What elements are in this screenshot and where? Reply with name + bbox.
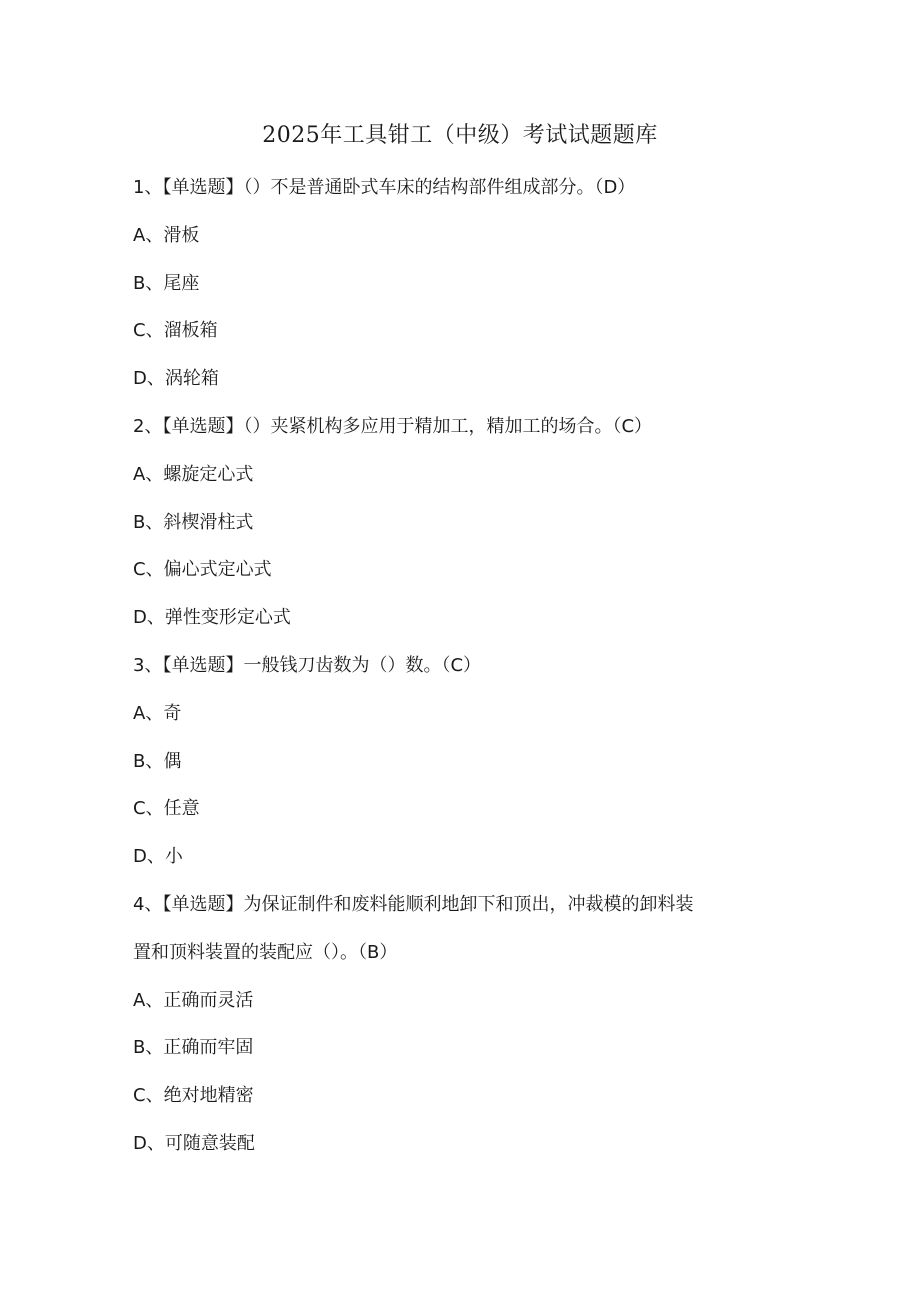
option-c: C、溜板箱: [133, 320, 218, 342]
option-c: C、偏心式定心式: [133, 559, 272, 581]
option-d: D、小: [133, 846, 183, 868]
option-b: B、尾座: [133, 272, 200, 294]
document-title: 2025年工具钳工（中级）考试试题题库: [262, 123, 658, 148]
question-stem-line-2: 置和顶料装置的装配应（）。（B）: [133, 941, 398, 963]
question-4: [133, 887, 783, 1162]
question-3: [133, 648, 783, 875]
question-stem: [133, 887, 783, 971]
option-b: B、偶: [133, 750, 182, 772]
option-a: A、滑板: [133, 224, 200, 246]
option-d: D、弹性变形定心式: [133, 607, 291, 629]
option-b: B、正确而牢固: [133, 1037, 254, 1059]
question-list: [133, 170, 783, 1174]
option-c: C、任意: [133, 798, 200, 820]
question-stem: 3、【单选题】一般钱刀齿数为（）数。（C）: [133, 654, 482, 676]
question-stem: 1、【单选题】（）不是普通卧式车床的结构部件组成部分。（D）: [133, 177, 636, 198]
question-2: [133, 409, 783, 636]
option-a: A、螺旋定心式: [133, 463, 254, 485]
option-c: C、绝对地精密: [133, 1085, 254, 1107]
option-d: D、可随意装配: [133, 1132, 255, 1154]
option-a: A、正确而灵活: [133, 989, 254, 1011]
question-stem-line-1: 4、【单选题】为保证制件和废料能顺利地卸下和顶出，冲裁模的卸料装: [133, 893, 694, 915]
option-b: B、斜楔滑柱式: [133, 511, 254, 533]
question-stem: 2、【单选题】（）夹紧机构多应用于精加工，精加工的场合。（C）: [133, 415, 653, 437]
option-a: A、奇: [133, 702, 182, 724]
option-d: D、涡轮箱: [133, 368, 219, 390]
question-1: [133, 170, 783, 397]
